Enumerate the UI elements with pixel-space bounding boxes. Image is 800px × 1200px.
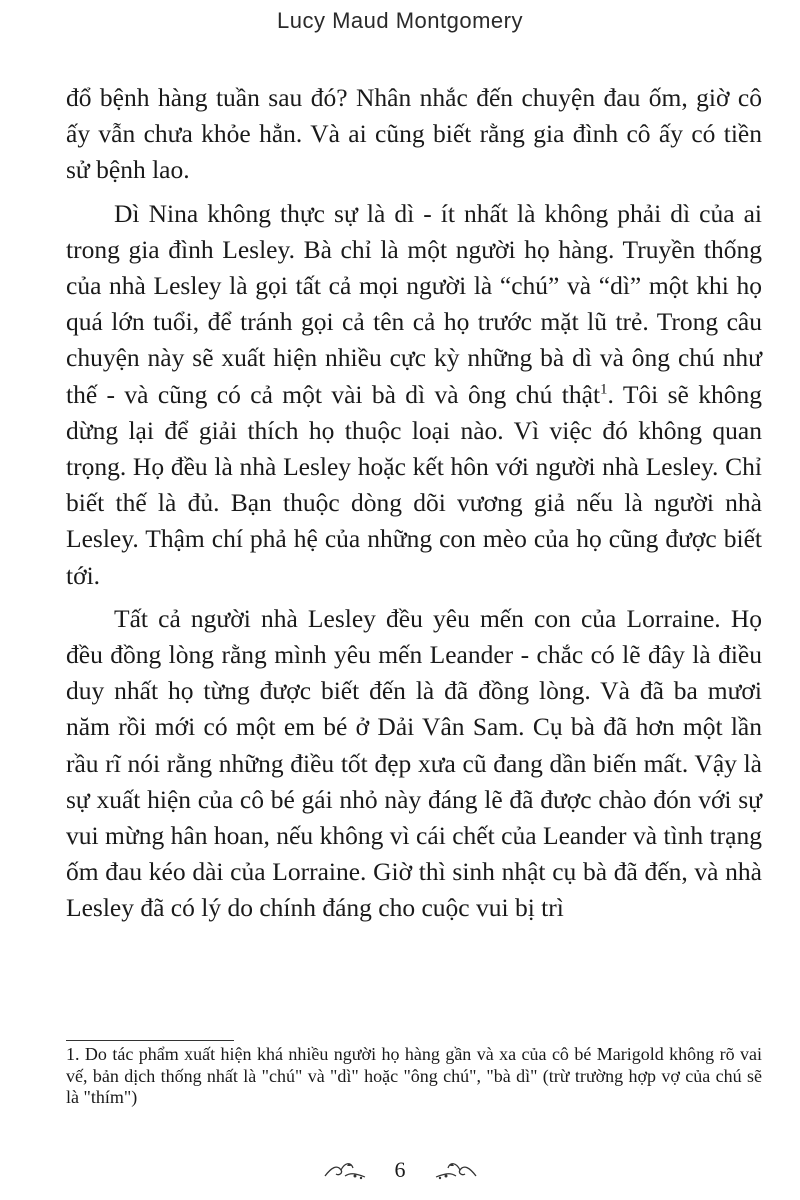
page-footer [0, 1150, 800, 1190]
body-text [66, 80, 762, 934]
floral-ornament-right-icon [432, 1158, 480, 1182]
paragraph-2-text-after-footnote: . Tôi sẽ không dừng lại để giải thích họ thuộc loại nào. Vì việc đó không quan trọng. Họ đều là nhà Lesley hoặc kết hôn với người nhà Lesley. Chỉ biết thế là đủ. Bạn thuộc dòng dõi vương giả nếu là người nhà Lesley. Thậm chí phả hệ của những con mèo của họ cũng được biết tới. [66, 379, 762, 590]
running-header-author: Lucy Maud Montgomery [277, 8, 523, 33]
floral-ornament-left-icon [321, 1158, 369, 1182]
footnote-reference: 1 [600, 381, 608, 398]
paragraph-1: đổ bệnh hàng tuần sau đó? Nhân nhắc đến chuyện đau ốm, giờ cô ấy vẫn chưa khỏe hẳn. Và ai cũng biết rằng gia đình cô ấy có tiền sử bệnh lao. [66, 83, 762, 185]
paragraph-3: Tất cả người nhà Lesley đều yêu mến con của Lorraine. Họ đều đồng lòng rằng mình yêu mến Leander - chắc có lẽ đây là điều duy nhất họ từng được biết đến là đã đồng lòng. Và đã ba mươi năm rồi mới có một em bé ở Dải Vân Sam. Cụ bà đã hơn một lần rầu rĩ nói rằng những điều tốt đẹp xưa cũ đang dần biến mất. Vậy là sự xuất hiện của cô bé gái nhỏ này đáng lẽ đã được chào đón với sự vui mừng hân hoan, nếu không vì cái chết của Leander và tình trạng ốm đau kéo dài của Lorraine. Giờ thì sinh nhật cụ bà đã đến, và nhà Lesley đã có lý do chính đáng cho cuộc vui bị trì [66, 603, 762, 923]
paragraph-2-text-before-footnote: Dì Nina không thực sự là dì - ít nhất là không phải dì của ai trong gia đình Lesley. Bà chỉ là một người họ hàng. Truyền thống của nhà Lesley là gọi tất cả mọi người là “chú” và “dì” một khi họ quá lớn tuổi, để tránh gọi cả tên cả họ trước mặt lũ trẻ. Trong câu chuyện này sẽ xuất hiện nhiều cực kỳ những bà dì và ông chú như thế - và cũng có cả một vài bà dì và ông chú thật [66, 198, 762, 409]
page-number: 6 [394, 1157, 406, 1182]
footnote: 1. Do tác phẩm xuất hiện khá nhiều người họ hàng gần và xa của cô bé Marigold không rõ vai vế, bản dịch thống nhất là "chú" và "dì" hoặc "ông chú", "bà dì" (trừ trường hợp vợ của chú sẽ là "thím") [66, 1044, 762, 1107]
footnote-divider [66, 1040, 234, 1041]
paragraph-2 [66, 196, 762, 594]
